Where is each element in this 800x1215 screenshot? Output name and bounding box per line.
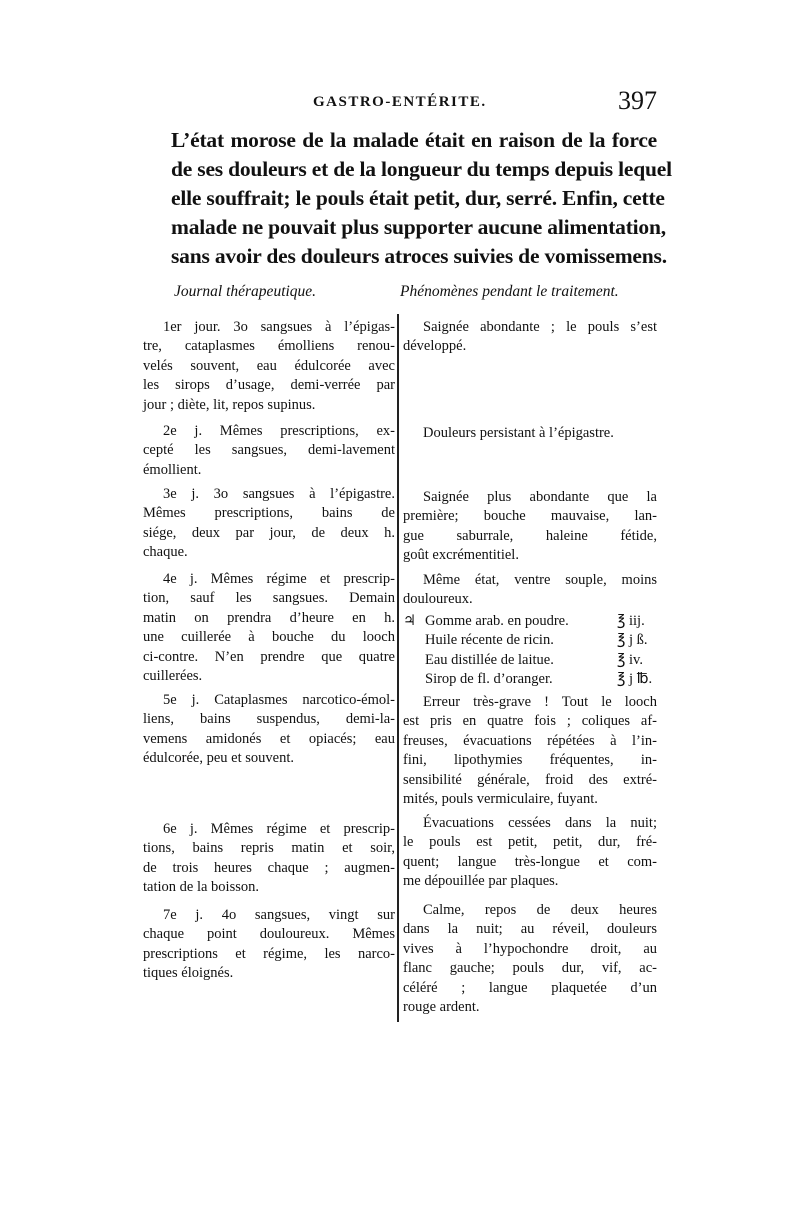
- text-line: vemens amidonés et opiacés; eau: [143, 730, 395, 747]
- text-line: les sirops d’usage, demi-verrée par: [143, 377, 395, 394]
- phenomene-day-2: [403, 424, 657, 443]
- phenomene-day-5: [403, 693, 657, 809]
- text-line: prescriptions et régime, les narco-: [143, 945, 395, 962]
- text-line: vives à l’hypochondre droit, au: [403, 940, 657, 957]
- text-line: liens, bains suspendus, demi-la-: [143, 711, 395, 728]
- prescription-drug: Huile récente de ricin.: [425, 632, 554, 649]
- journal-entry-day-4: [143, 570, 395, 686]
- text-line: 5e j. Cataplasmes narcotico-émol-: [163, 692, 395, 708]
- text-line: mités, pouls vermiculaire, fuyant.: [403, 791, 598, 808]
- text-line: rouge ardent.: [403, 999, 480, 1016]
- text-line: tions, bains repris matin et soir,: [143, 840, 395, 857]
- journal-entry-day-5: [143, 691, 395, 769]
- text-line: céléré ; langue plaquetée d’un: [403, 979, 657, 996]
- text-line: Calme, repos de deux heures: [423, 902, 657, 918]
- text-line: tiques éloignés.: [143, 965, 234, 982]
- text-line: 4e j. Mêmes régime et prescrip-: [163, 571, 395, 587]
- text-line: ci-contre. N’en prendre que quatre: [143, 648, 395, 665]
- text-line: cepté les sangsues, demi-lavement: [143, 442, 395, 459]
- phenomene-day-7: [403, 901, 657, 1017]
- text-line: 3e j. 3o sangsues à l’épigastre.: [163, 486, 395, 502]
- journal-entry-day-2: [143, 422, 395, 480]
- text-line: développé.: [403, 338, 467, 355]
- phenomene-day-3: [403, 488, 657, 566]
- text-line: tre, cataplasmes émolliens renou-: [143, 338, 395, 355]
- phenomene-day-4: [403, 571, 657, 610]
- text-line: quent; langue très-longue et com-: [403, 853, 657, 870]
- text-line: est pris en quatre fois ; coliques af-: [403, 713, 657, 730]
- text-line: tation de la boisson.: [143, 879, 259, 896]
- text-line: douloureux.: [403, 591, 473, 608]
- prescription-quantity: ℥ iij.: [617, 613, 645, 629]
- prescription-quantity: ℥ iv.: [617, 651, 643, 668]
- text-line: gue saburrale, haleine fétide,: [403, 527, 657, 544]
- page-number: 397: [618, 86, 657, 115]
- text-line: 6e j. Mêmes régime et prescrip-: [163, 821, 395, 837]
- text-line: freuses, évacuations répétées à l’in-: [403, 732, 657, 749]
- text-line: fini, lipothymies fréquentes, in-: [403, 752, 657, 769]
- phenomene-day-6: [403, 814, 657, 892]
- prescription-row: [403, 631, 657, 650]
- journal-entry-day-7: [143, 906, 395, 984]
- text-line: me dépouillée par plaques.: [403, 873, 559, 890]
- text-line: velés souvent, eau édulcorée avec: [143, 357, 395, 374]
- text-line: le pouls est petit, petit, dur, fré-: [403, 834, 657, 851]
- text-line: Saignée abondante ; le pouls s’est: [423, 319, 657, 335]
- prescription-row: [403, 651, 657, 670]
- page-header: [171, 86, 657, 120]
- text-line: 7e j. 4o sangsues, vingt sur: [163, 907, 395, 923]
- prescription-quantity: ℥ j ℔.: [617, 671, 653, 688]
- text-line: flanc gauche; pouls dur, vif, ac-: [403, 960, 657, 977]
- text-line: première; bouche mauvaise, lan-: [403, 508, 657, 525]
- text-line: Saignée plus abondante que la: [423, 489, 657, 505]
- text-line: tion, sauf les sangsues. Demain: [143, 590, 395, 607]
- text-line: 1er jour. 3o sangsues à l’épigas-: [163, 319, 395, 335]
- text-line: émollient.: [143, 461, 202, 478]
- journal-entry-day-3: [143, 485, 395, 563]
- journal-entry-day-1: [143, 318, 395, 415]
- prescription-quantity: ℥ j ß.: [617, 632, 648, 649]
- text-line: chaque point douloureux. Mêmes: [143, 926, 395, 943]
- jupiter-recipe-icon: ♃: [403, 613, 416, 629]
- prescription-drug: Sirop de fl. d’oranger.: [425, 671, 553, 688]
- journal-entry-day-6: [143, 820, 395, 898]
- text-line: Mêmes prescriptions, bains de: [143, 505, 395, 522]
- intro-paragraph: [171, 126, 672, 271]
- text-line: chaque.: [143, 544, 188, 561]
- text-line: cuillerées.: [143, 668, 203, 685]
- journal-heading: Journal thérapeutique.: [174, 283, 317, 300]
- text-line: sensibilité générale, froid des extré-: [403, 771, 657, 788]
- text-line: matin on prendra d’heure en h.: [143, 609, 395, 626]
- text-line: Erreur très-grave ! Tout le looch: [423, 694, 657, 710]
- text-line: édulcorée, peu et souvent.: [143, 750, 294, 767]
- intro-line: sans avoir des douleurs atroces suivies de vomissemens.: [171, 244, 667, 268]
- text-line: une cuillerée à bouche du looch: [143, 629, 395, 646]
- text-line: jour ; diète, lit, repos supinus.: [143, 396, 316, 413]
- phenomenes-heading: Phénomènes pendant le traitement.: [400, 283, 619, 300]
- text-line: Même état, ventre souple, moins: [423, 572, 657, 588]
- text-line: Douleurs persistant à l’épigastre.: [423, 425, 614, 441]
- prescription-drug: Eau distillée de laitue.: [425, 651, 554, 668]
- prescription-row: [403, 612, 657, 631]
- text-line: siége, deux par jour, de deux h.: [143, 524, 395, 541]
- prescription-drug: Gomme arab. en poudre.: [425, 613, 569, 629]
- intro-line: de ses douleurs et de la longueur du temps depuis lequel: [171, 157, 672, 181]
- text-line: goût excrémentitiel.: [403, 547, 519, 564]
- prescription-formula: [403, 612, 657, 690]
- column-divider: [397, 314, 399, 1022]
- text-line: de trois heures chaque ; augmen-: [143, 859, 395, 876]
- text-line: Évacuations cessées dans la nuit;: [423, 815, 657, 831]
- phenomene-day-1: [403, 318, 657, 357]
- text-line: 2e j. Mêmes prescriptions, ex-: [163, 423, 395, 439]
- running-title: GASTRO-ENTÉRITE.: [313, 94, 487, 110]
- text-line: dans la nuit; au réveil, douleurs: [403, 921, 657, 938]
- intro-line: elle souffrait; le pouls était petit, dur, serré. Enfin, cette: [171, 186, 665, 210]
- prescription-row: [403, 670, 657, 689]
- intro-line: L’état morose de la malade était en raison de la force: [171, 128, 657, 152]
- intro-line: malade ne pouvait plus supporter aucune alimentation,: [171, 215, 666, 239]
